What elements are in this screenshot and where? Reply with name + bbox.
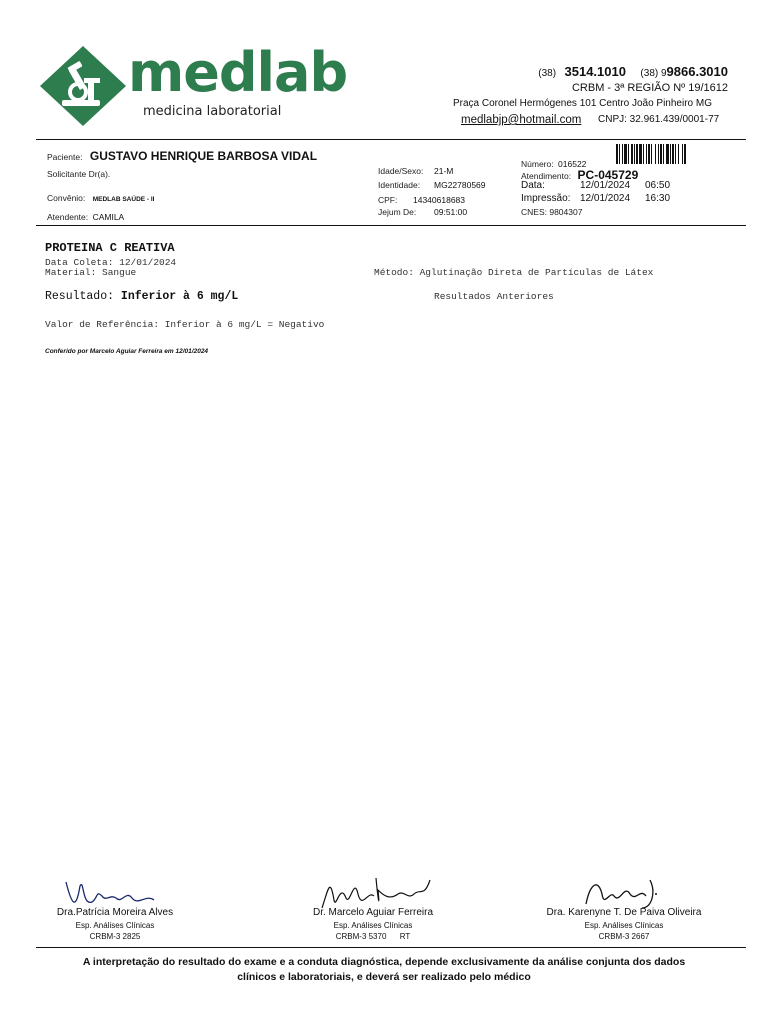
- barcode-icon: [616, 144, 714, 164]
- lab-cnpj: CNPJ: 32.961.439/0001-77: [598, 114, 720, 125]
- atendente-value: CAMILA: [92, 212, 125, 222]
- resultado-value: Inferior à 6 mg/L: [120, 290, 239, 303]
- cpf-label: CPF:: [378, 195, 398, 205]
- barcode-bar: [666, 144, 669, 164]
- cpf-value: 14340618683: [413, 195, 466, 205]
- metodo: Método: Aglutinação Direta de Partículas de Látex: [374, 267, 654, 278]
- paciente-label: Paciente:: [47, 152, 83, 162]
- phone2: 9866.3010: [666, 64, 728, 79]
- atendente-row: [47, 207, 124, 225]
- signer-crbm: CRBM-3 5370 RT: [335, 932, 411, 941]
- signer-name: Dra. Karenyne T. De Paiva Oliveira: [546, 907, 702, 918]
- signature-block-2: [288, 907, 458, 941]
- solicitante-label: Solicitante Dr(a).: [47, 169, 111, 179]
- convenio-value: MEDLAB SAÚDE - II: [92, 196, 155, 203]
- phone2-area: (38) 9: [640, 68, 667, 79]
- barcode-bar: [658, 144, 659, 164]
- barcode-bar: [622, 144, 623, 164]
- numero-value: 016522: [558, 159, 587, 169]
- footer-line-1: A interpretação do resultado do exame e a conduta diagnóstica, depende exclusivamente da análise conjunta dos dados: [82, 956, 686, 968]
- data-time: 06:50: [645, 180, 671, 191]
- barcode-bar: [619, 144, 620, 164]
- jejum-value: 09:51:00: [434, 207, 468, 217]
- phone-line: [538, 63, 728, 81]
- valor-referencia: Valor de Referência: Inferior à 6 mg/L = Negativo: [45, 319, 325, 330]
- material: Material: Sangue: [45, 267, 137, 278]
- phone1-area: (38): [538, 68, 557, 79]
- numero-label: Número:: [521, 159, 554, 169]
- barcode-bar: [682, 144, 683, 164]
- identidade-label: Identidade:: [378, 180, 421, 190]
- resultado-label: Resultado:: [45, 290, 115, 303]
- signer-crbm: CRBM-3 2825: [89, 932, 141, 941]
- barcode-bar: [646, 144, 647, 164]
- resultados-anteriores: Resultados Anteriores: [434, 291, 554, 302]
- barcode-bar: [670, 144, 671, 164]
- signer-name: Dra.Patrícia Moreira Alves: [56, 907, 174, 918]
- identidade-value: MG22780569: [434, 180, 486, 190]
- barcode-bar: [678, 144, 679, 164]
- brand-name: medlab: [128, 41, 348, 104]
- idade-value: 21-M: [434, 166, 454, 176]
- signer-spec: Esp. Análises Clínicas: [75, 921, 155, 930]
- barcode-bar: [639, 144, 642, 164]
- atendimento-value: PC-045729: [577, 168, 639, 182]
- conferido: Conferido por Marcelo Aguiar Ferreira em 12/01/2024: [45, 348, 209, 355]
- brand-tagline: medicina laboratorial: [143, 104, 282, 119]
- idade-label: Idade/Sexo:: [378, 166, 424, 176]
- crbm-registration: CRBM - 3ª REGIÃO Nº 19/1612: [571, 82, 728, 94]
- data-coleta: Data Coleta: 12/01/2024: [45, 257, 177, 268]
- barcode-bar: [684, 144, 686, 164]
- barcode-bar: [675, 144, 676, 164]
- barcode-bar: [616, 144, 618, 164]
- signer-crbm: CRBM-3 2667: [598, 932, 650, 941]
- signature-block-1: [30, 907, 200, 941]
- footer-divider: [36, 947, 746, 948]
- data-value: 12/01/2024: [580, 180, 631, 191]
- exam-title: PROTEINA C REATIVA: [45, 241, 175, 255]
- barcode-bar: [648, 144, 650, 164]
- signer-name: Dr. Marcelo Aguiar Ferreira: [312, 907, 434, 918]
- barcode-bar: [643, 144, 644, 164]
- footer-note: [20, 955, 748, 985]
- barcode-bar: [655, 144, 656, 164]
- barcode-bar: [651, 144, 652, 164]
- patient-divider: [36, 225, 746, 226]
- signer-spec: Esp. Análises Clínicas: [584, 921, 664, 930]
- cnes: CNES: 9804307: [521, 207, 583, 217]
- barcode-bar: [631, 144, 633, 164]
- patient-row: [47, 147, 317, 165]
- convenio-label: Convênio:: [47, 193, 86, 203]
- barcode-bar: [663, 144, 664, 164]
- header-divider: [36, 139, 746, 140]
- lab-address: Praça Coronel Hermógenes 101 Centro João Pinheiro MG: [452, 98, 712, 109]
- barcode-bar: [660, 144, 662, 164]
- data-label: Data:: [521, 180, 545, 191]
- jejum-label: Jejum De:: [378, 207, 417, 217]
- medlab-logo-icon: [38, 44, 128, 128]
- barcode-bar: [636, 144, 638, 164]
- impressao-label: Impressão:: [521, 193, 571, 204]
- resultado-row: [45, 290, 238, 303]
- impressao-time: 16:30: [645, 193, 671, 204]
- atendente-label: Atendente:: [47, 212, 89, 222]
- barcode-bar: [672, 144, 674, 164]
- signer-spec: Esp. Análises Clínicas: [333, 921, 413, 930]
- convenio-row: [47, 188, 154, 206]
- phone1: 3514.1010: [564, 64, 626, 79]
- email-text[interactable]: medlabjp@hotmail.com: [461, 114, 582, 126]
- barcode-bar: [624, 144, 627, 164]
- lab-email: [461, 114, 581, 126]
- barcode-bar: [628, 144, 629, 164]
- atendimento-label: Atendimento:: [521, 171, 572, 181]
- barcode-bar: [634, 144, 635, 164]
- footer-line-2: clínicos e laboratoriais, e deverá ser realizado pelo médico: [237, 971, 531, 983]
- impressao-value: 12/01/2024: [580, 193, 631, 204]
- signature-block-3: [534, 907, 714, 941]
- paciente-name: GUSTAVO HENRIQUE BARBOSA VIDAL: [89, 149, 318, 163]
